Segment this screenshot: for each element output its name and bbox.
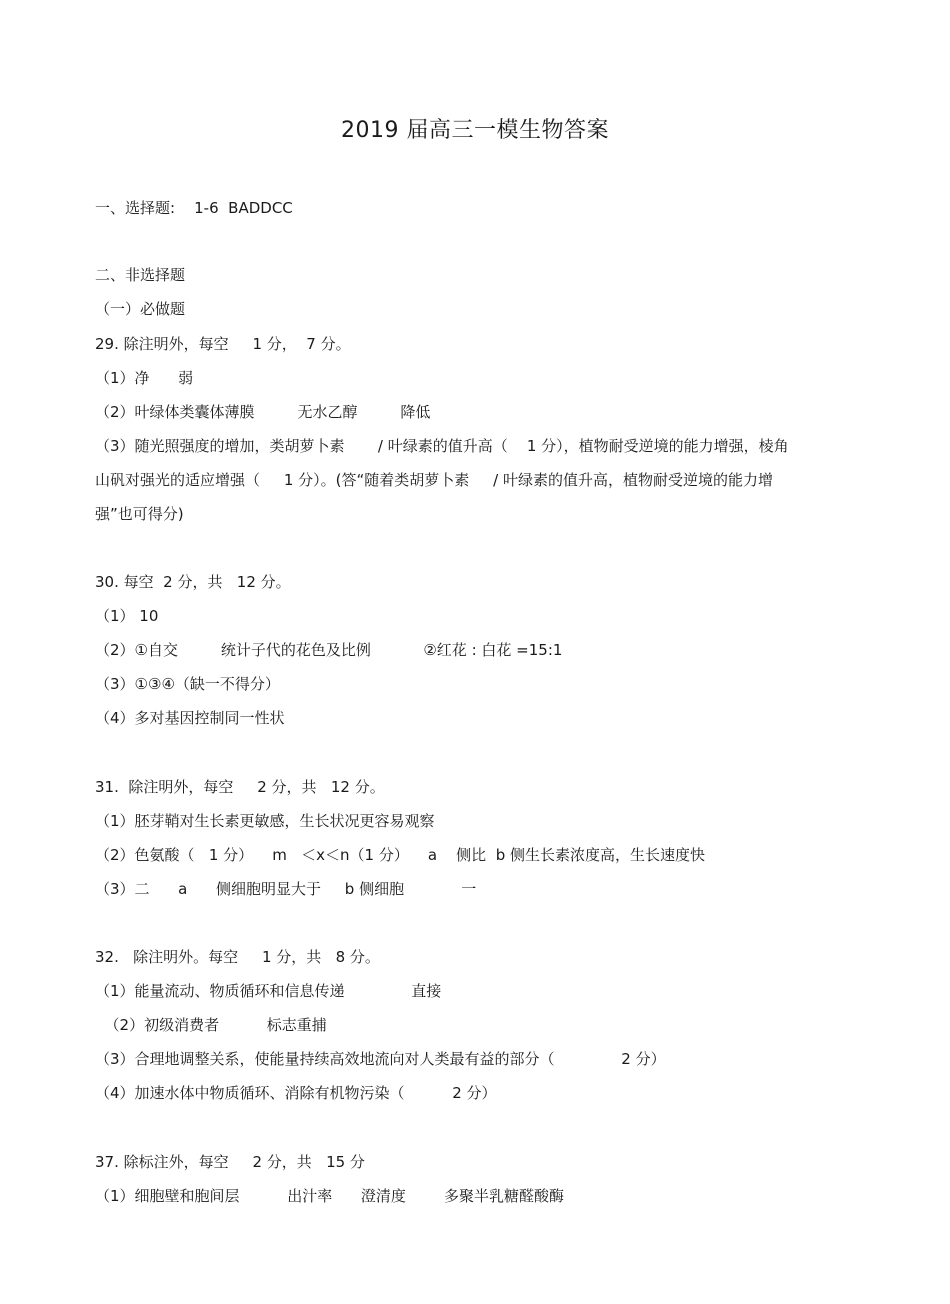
question-32-header: 32. 除注明外。每空 1 分，共 8 分。 (95, 948, 380, 966)
answer-32-1: （1）能量流动、物质循环和信息传递 直接 (95, 982, 442, 1000)
answer-32-2: （2）初级消费者 标志重捕 (95, 1016, 327, 1034)
page-title: 2019 届高三一模生物答案 (341, 118, 609, 143)
answer-31-2: （2）色氨酸（ 1 分） m ＜x＜n（1 分） a 侧比 b 侧生长素浓度高，生长速度快 (95, 846, 706, 864)
subsection-heading-required: （一）必做题 (95, 300, 186, 318)
question-37-header: 37. 除标注外，每空 2 分，共 15 分 (95, 1153, 365, 1171)
question-29-header: 29. 除注明外，每空 1 分， 7 分。 (95, 335, 351, 353)
answer-30-1: （1） 10 (95, 607, 159, 625)
answer-31-1: （1）胚芽鞘对生长素更敏感，生长状况更容易观察 (95, 812, 435, 830)
section-heading-non-choice: 二、非选择题 (95, 266, 186, 284)
answer-31-3: （3）二 a 侧细胞明显大于 b 侧细胞 一 (95, 880, 477, 898)
answer-30-3: （3）①③④（缺一不得分） (95, 675, 280, 693)
question-31-header: 31. 除注明外，每空 2 分，共 12 分。 (95, 778, 385, 796)
answer-30-2: （2）①自交 统计子代的花色及比例 ②红花 : 白花 =15:1 (95, 641, 563, 659)
answer-32-3: （3）合理地调整关系，使能量持续高效地流向对人类最有益的部分（ 2 分） (95, 1050, 666, 1068)
answer-29-3-line2: 山矾对强光的适应增强（ 1 分）。(答“随着类胡萝卜素 / 叶绿素的值升高，植物耐受逆境的能力增 (95, 471, 773, 489)
question-30-header: 30. 每空 2 分，共 12 分。 (95, 573, 291, 591)
answer-29-2: （2）叶绿体类囊体薄膜 无水乙醇 降低 (95, 403, 431, 421)
answer-29-1: （1）净 弱 (95, 369, 194, 387)
answer-29-3-line3: 强”也可得分) (95, 505, 184, 523)
section-choice-answers: 一、选择题: 1-6 BADDCC (95, 199, 293, 217)
answer-29-3-line1: （3）随光照强度的增加，类胡萝卜素 / 叶绿素的值升高（ 1 分），植物耐受逆境的能力增强，棱角 (95, 437, 789, 455)
answer-30-4: （4）多对基因控制同一性状 (95, 709, 285, 727)
answer-37-1: （1）细胞壁和胞间层 出汁率 澄清度 多聚半乳糖醛酸酶 (95, 1187, 564, 1205)
answer-32-4: （4）加速水体中物质循环、消除有机物污染（ 2 分） (95, 1084, 497, 1102)
